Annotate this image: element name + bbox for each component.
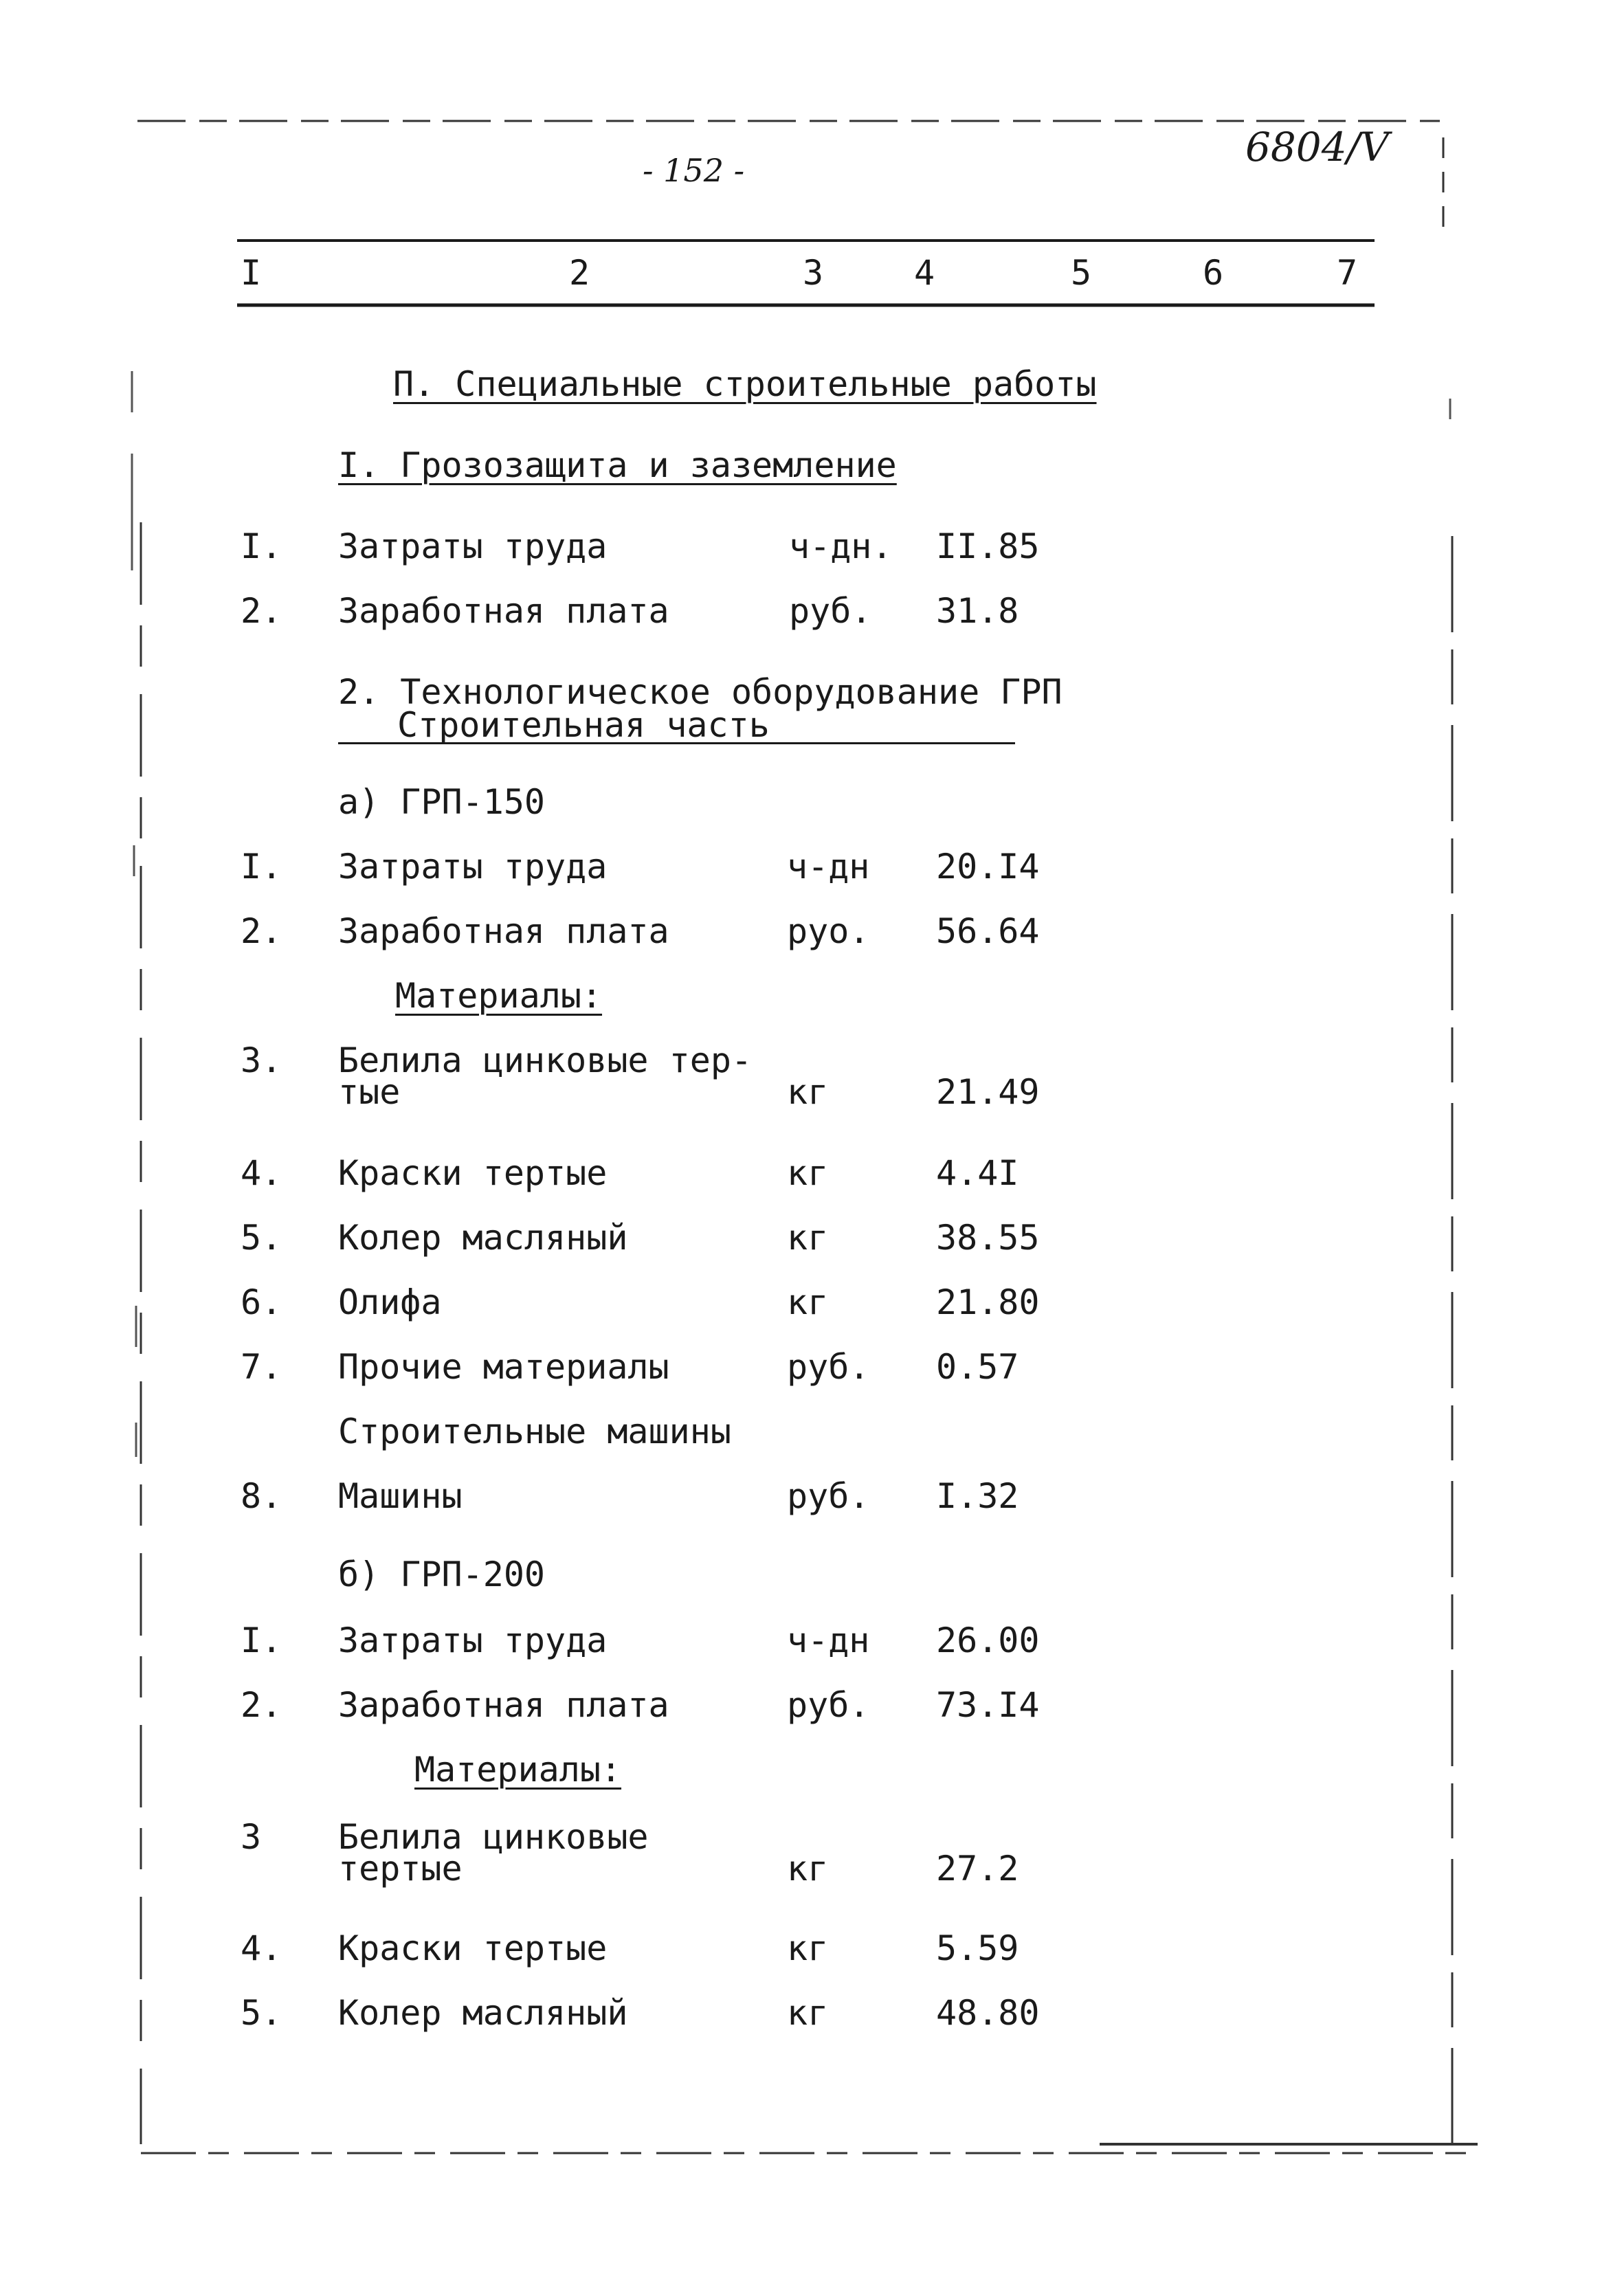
row-unit: кг	[787, 1153, 829, 1193]
row-value: 21.80	[936, 1282, 1040, 1322]
column-header-6: 6	[1203, 253, 1224, 293]
row-name: Прочие материалы	[338, 1347, 669, 1387]
column-header-1: I	[241, 253, 262, 293]
row-name: Затраты труда	[338, 526, 608, 566]
row-name-line2: тые	[338, 1072, 401, 1112]
row-unit: кг	[787, 1282, 829, 1322]
row-number: I.	[241, 847, 282, 887]
column-header-5: 5	[1071, 253, 1092, 293]
column-header-4: 4	[914, 253, 935, 293]
row-name: Затраты труда	[338, 847, 608, 887]
column-header-2: 2	[569, 253, 590, 293]
row-unit: руб.	[787, 1347, 870, 1387]
row-name: Колер масляный	[338, 1993, 628, 2033]
row-name: Машины	[338, 1476, 463, 1516]
row-value: 26.00	[936, 1621, 1040, 1660]
row-value: 27.2	[936, 1849, 1019, 1889]
row-number: I.	[241, 1621, 282, 1660]
row-number: I.	[241, 526, 282, 566]
row-unit: ч-дн.	[789, 526, 893, 566]
row-name-line2: тертые	[338, 1849, 463, 1889]
row-value: 5.59	[936, 1928, 1019, 1968]
row-value: 56.64	[936, 911, 1040, 951]
row-unit: кг	[787, 1993, 829, 2033]
subsection-title-line2: Строительная часть	[397, 705, 770, 745]
row-value: II.85	[936, 526, 1040, 566]
row-value: 48.80	[936, 1993, 1040, 2033]
row-name: Затраты труда	[338, 1621, 608, 1660]
row-unit: кг	[787, 1072, 829, 1112]
row-unit: руб.	[787, 1685, 870, 1725]
column-header-3: 3	[803, 253, 824, 293]
archive-number: 6804/V	[1245, 124, 1390, 170]
group-title: а) ГРП-150	[338, 782, 546, 822]
row-name: Заработная плата	[338, 1685, 669, 1725]
row-name: Заработная плата	[338, 911, 669, 951]
row-value: 38.55	[936, 1218, 1040, 1258]
row-value: 73.I4	[936, 1685, 1040, 1725]
row-value: I.32	[936, 1476, 1019, 1516]
row-unit: руб.	[789, 591, 872, 631]
column-header-7: 7	[1337, 253, 1358, 293]
row-unit: ч-дн	[787, 847, 870, 887]
row-unit: руб.	[787, 1476, 870, 1516]
row-name-line1: Белила цинковые	[338, 1817, 649, 1857]
row-value: 20.I4	[936, 847, 1040, 887]
subsection-underline	[338, 742, 1015, 744]
row-value: 21.49	[936, 1072, 1040, 1112]
row-name: Краски тертые	[338, 1153, 608, 1193]
row-number: 7.	[241, 1347, 282, 1387]
machines-label: Строительные машины	[338, 1412, 731, 1451]
row-number: 4.	[241, 1928, 282, 1968]
row-name-line1: Белила цинковые тер-	[338, 1040, 753, 1080]
row-number: 5.	[241, 1993, 282, 2033]
row-number: 4.	[241, 1153, 282, 1193]
row-value: 0.57	[936, 1347, 1019, 1387]
row-number: 2.	[241, 911, 282, 951]
row-number: 2.	[241, 591, 282, 631]
subsection-title-line1: 2. Технологическое оборудование ГРП	[338, 672, 1063, 712]
materials-label: Материалы:	[395, 976, 603, 1016]
row-name: Заработная плата	[338, 591, 669, 631]
row-unit: кг	[787, 1849, 829, 1889]
group-title: б) ГРП-200	[338, 1555, 546, 1594]
section-title: П. Специальные строительные работы	[393, 364, 1097, 404]
row-number: 5.	[241, 1218, 282, 1258]
row-name: Колер масляный	[338, 1218, 628, 1258]
row-number: 2.	[241, 1685, 282, 1725]
subsection-title: I. Грозозащита и заземление	[338, 445, 897, 485]
row-value: 4.4I	[936, 1153, 1019, 1193]
row-number: 3.	[241, 1040, 282, 1080]
row-name: Краски тертые	[338, 1928, 608, 1968]
row-unit: руо.	[787, 911, 870, 951]
row-value: 31.8	[936, 591, 1019, 631]
row-number: 6.	[241, 1282, 282, 1322]
row-unit: кг	[787, 1218, 829, 1258]
page-number: - 152 -	[643, 152, 745, 189]
row-number: 3	[241, 1817, 262, 1857]
row-unit: кг	[787, 1928, 829, 1968]
row-name: Олифа	[338, 1282, 442, 1322]
row-number: 8.	[241, 1476, 282, 1516]
materials-label: Материалы:	[414, 1750, 622, 1790]
row-unit: ч-дн	[787, 1621, 870, 1660]
